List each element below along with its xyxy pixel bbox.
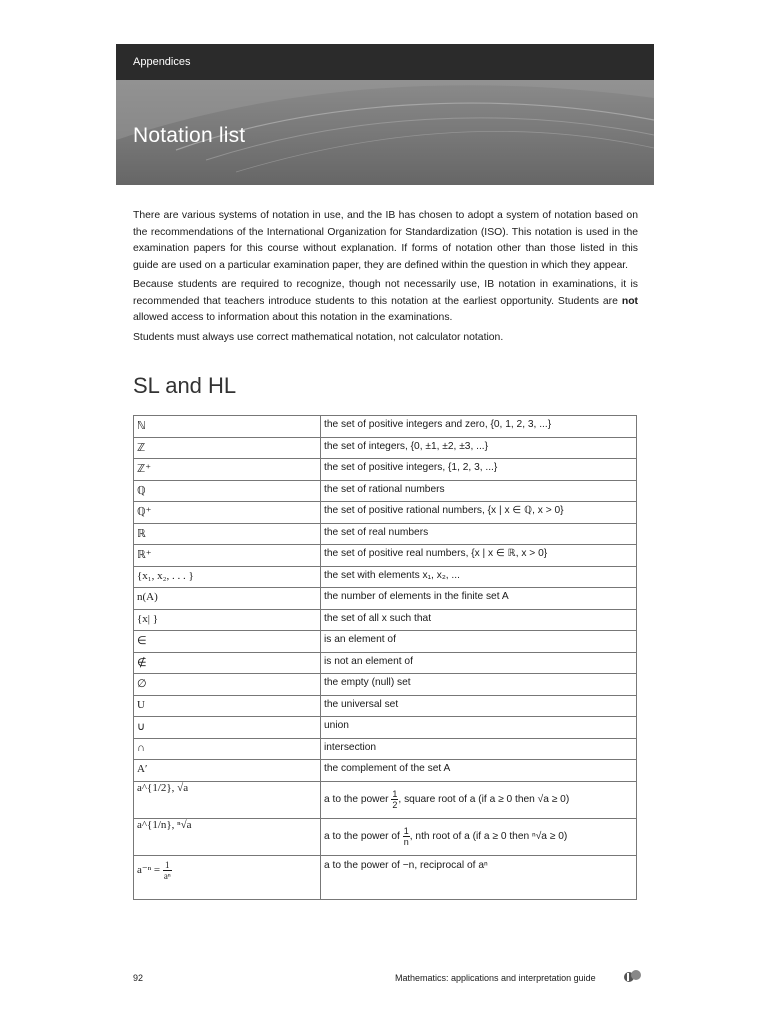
meaning-cell: the complement of the set A <box>321 760 637 782</box>
meaning-cell: the set of integers, {0, ±1, ±2, ±3, ...} <box>321 437 637 459</box>
meaning-cell: the set of positive integers, {1, 2, 3, ...} <box>321 459 637 481</box>
fraction: $\frac{1}{\text{aⁿ}}$ <box>163 859 171 881</box>
notation-row-a-nth <box>134 818 637 855</box>
notation-row <box>134 695 637 717</box>
symbol-cell: a^{1/2}, √a <box>134 781 321 818</box>
symbol-cell: a⁻ⁿ = $\frac{1}{\text{aⁿ}}$ <box>134 855 321 899</box>
section-header-bar <box>116 44 654 80</box>
notation-row <box>134 631 637 653</box>
meaning-cell: is an element of <box>321 631 637 653</box>
meaning-cell: the set of positive rational numbers, {x | x ∈ ℚ, x > 0} <box>321 502 637 524</box>
meaning-cell: intersection <box>321 738 637 760</box>
notation-table <box>133 415 637 900</box>
meaning-cell: the empty (null) set <box>321 674 637 696</box>
meaning-cell: a to the power of −n, reciprocal of aⁿ <box>321 855 637 899</box>
footer-guide-title: Mathematics: applications and interpretation guide <box>395 973 596 983</box>
notation-row-a-half <box>134 781 637 818</box>
symbol-cell: n(A) <box>134 588 321 610</box>
notation-row <box>134 588 637 610</box>
meaning-cell: the set of real numbers <box>321 523 637 545</box>
symbol-cell: ℤ <box>134 437 321 459</box>
meaning-cell: the set of rational numbers <box>321 480 637 502</box>
symbol-cell: ℚ <box>134 480 321 502</box>
notation-row <box>134 674 637 696</box>
symbol-cell: ∉ <box>134 652 321 674</box>
fraction: $\frac{1}{n}$ <box>403 826 409 847</box>
intro-text <box>133 208 638 349</box>
notation-row <box>134 459 637 481</box>
meaning-cell: the universal set <box>321 695 637 717</box>
meaning-cell: union <box>321 717 637 739</box>
notation-row <box>134 760 637 782</box>
symbol-cell: U <box>134 695 321 717</box>
symbol-cell: a^{1/n}, ⁿ√a <box>134 818 321 855</box>
notation-row <box>134 738 637 760</box>
notation-row <box>134 609 637 631</box>
symbol-cell: ℚ⁺ <box>134 502 321 524</box>
meaning-cell: a to the power of $\frac{1}{n}$ , nth root of a (if a ≥ 0 then ⁿ√a ≥ 0) <box>321 818 637 855</box>
symbol-cell: ℤ⁺ <box>134 459 321 481</box>
symbol-cell: ∅ <box>134 674 321 696</box>
section-label: Appendices <box>133 56 191 68</box>
page-title: Notation list <box>133 124 246 147</box>
symbol-cell: ∪ <box>134 717 321 739</box>
notation-row <box>134 523 637 545</box>
symbol-cell: {x₁, x₂, . . . } <box>134 566 321 588</box>
meaning-cell: a to the power $\frac{1}{2}$ , square root of a (if a ≥ 0 then √a ≥ 0) <box>321 781 637 818</box>
symbol-cell: ℕ <box>134 416 321 438</box>
notation-row <box>134 545 637 567</box>
notation-row <box>134 652 637 674</box>
meaning-cell: the set of positive real numbers, {x | x ∈ ℝ, x > 0} <box>321 545 637 567</box>
notation-row-a-neg <box>134 855 637 899</box>
meaning-cell: the set of positive integers and zero, {0, 1, 2, 3, ...} <box>321 416 637 438</box>
symbol-cell: {x| } <box>134 609 321 631</box>
notation-row <box>134 437 637 459</box>
symbol-cell: ∩ <box>134 738 321 760</box>
fraction: $\frac{1}{2}$ <box>392 789 398 810</box>
meaning-cell: is not an element of <box>321 652 637 674</box>
symbol-cell: ℝ⁺ <box>134 545 321 567</box>
symbol-cell: ℝ <box>134 523 321 545</box>
intro-paragraph-2: Because students are required to recognize, though not necessarily use, IB notation in examinations, it is recommended that teachers introduce students to this notation at the earliest opportunity. Students are not allowed access to information about this notation in the examinations. <box>133 279 638 323</box>
symbol-cell: A′ <box>134 760 321 782</box>
meaning-cell: the set of all x such that <box>321 609 637 631</box>
notation-row <box>134 717 637 739</box>
intro-paragraph-1: There are various systems of notation in use, and the IB has chosen to adopt a system of notation based on the recommendations of the International Organization for Standardization (ISO). This notation is used in the examination papers for this course without explanation. If forms of notation other than those listed in this guide are used on a particular examination paper, they are defined within the question in which they appear. <box>133 210 638 271</box>
meaning-cell: the set with elements x₁, x₂, ... <box>321 566 637 588</box>
page-number: 92 <box>133 973 144 983</box>
section-heading: SL and HL <box>133 373 237 398</box>
ib-logo-icon <box>622 968 644 984</box>
notation-row <box>134 502 637 524</box>
meaning-cell: the number of elements in the finite set A <box>321 588 637 610</box>
notation-row <box>134 416 637 438</box>
intro-paragraph-3: Students must always use correct mathematical notation, not calculator notation. <box>133 331 504 343</box>
notation-row <box>134 480 637 502</box>
notation-row <box>134 566 637 588</box>
title-banner <box>116 80 654 185</box>
symbol-cell: ∈ <box>134 631 321 653</box>
